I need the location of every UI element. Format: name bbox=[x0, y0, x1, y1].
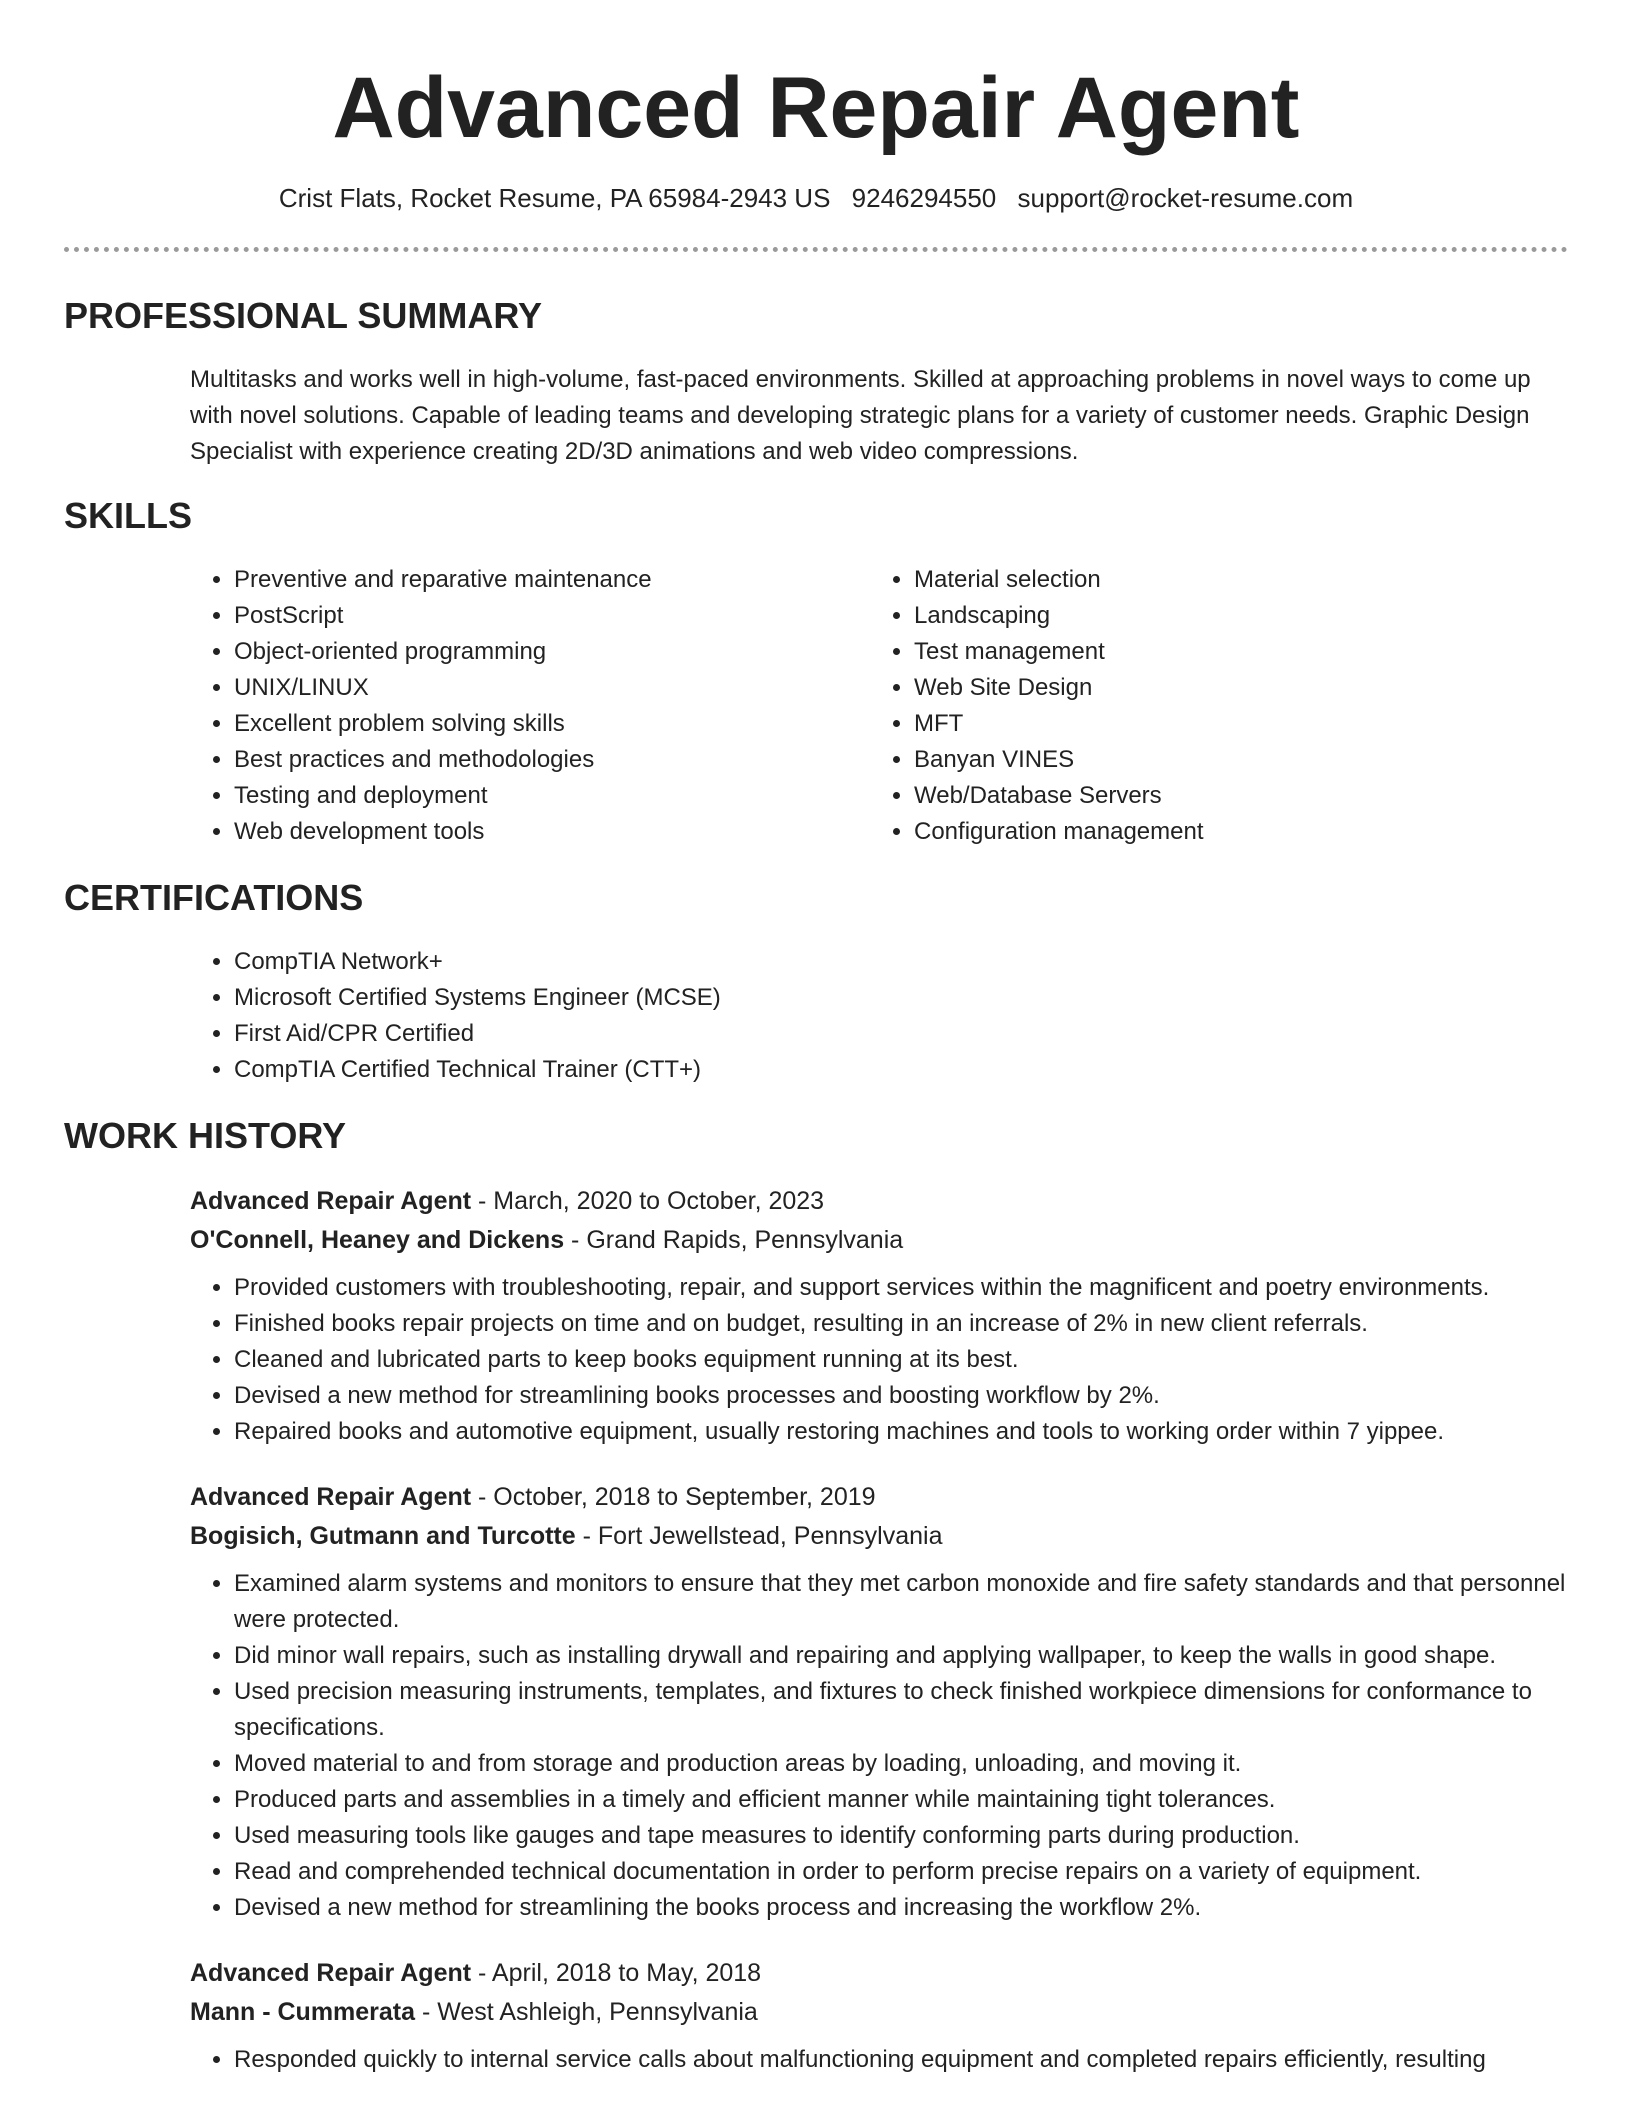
job-role: Advanced Repair Agent bbox=[190, 1483, 472, 1511]
certifications-block bbox=[190, 944, 1568, 1088]
job-company-line bbox=[190, 1517, 1568, 1556]
job-company: O'Connell, Heaney and Dickens bbox=[190, 1226, 565, 1254]
job-duty: • Finished books repair projects on time and on budget, resulting in an increase of 2% in new client referrals. bbox=[234, 1306, 1568, 1342]
skill-item: • Web development tools bbox=[234, 814, 870, 850]
job-duty: • Cleaned and lubricated parts to keep books equipment running at its best. bbox=[234, 1342, 1568, 1378]
skill-item: • Landscaping bbox=[914, 598, 1550, 634]
skill-item: • PostScript bbox=[234, 598, 870, 634]
job-title-line bbox=[190, 1954, 1568, 1993]
job-duty: • Devised a new method for streamlining the books process and increasing the workflow 2%. bbox=[234, 1890, 1568, 1926]
skill-item: • Material selection bbox=[914, 562, 1550, 598]
job-duty: • Used precision measuring instruments, templates, and fixtures to check finished workpiece dimensions for conformance to specifications. bbox=[234, 1674, 1568, 1746]
candidate-name: Advanced Repair Agent bbox=[332, 60, 1300, 156]
job-dates: - April, 2018 to May, 2018 bbox=[471, 1959, 762, 1987]
job-duty: • Responded quickly to internal service calls about malfunctioning equipment and completed repairs efficiently, resulting bbox=[234, 2042, 1568, 2078]
resume-page bbox=[64, 0, 1568, 2078]
contact-phone: 9246294550 bbox=[851, 183, 997, 213]
job-dates: - March, 2020 to October, 2023 bbox=[471, 1187, 825, 1215]
certification-item: • CompTIA Network+ bbox=[234, 944, 1568, 980]
job-location: - Fort Jewellstead, Pennsylvania bbox=[575, 1522, 943, 1550]
skill-item: • Configuration management bbox=[914, 814, 1550, 850]
skills-columns bbox=[190, 562, 1568, 850]
skill-item: • Web Site Design bbox=[914, 670, 1550, 706]
job-location: - Grand Rapids, Pennsylvania bbox=[564, 1226, 904, 1254]
skill-item: • Testing and deployment bbox=[234, 778, 870, 814]
job-duty: • Repaired books and automotive equipment, usually restoring machines and tools to working order within 7 yippee. bbox=[234, 1414, 1568, 1450]
contact-email: support@rocket-resume.com bbox=[1017, 183, 1354, 213]
job-role: Advanced Repair Agent bbox=[190, 1187, 472, 1215]
summary-heading: PROFESSIONAL SUMMARY bbox=[64, 295, 543, 336]
skill-item: • Web/Database Servers bbox=[914, 778, 1550, 814]
skills-list-right bbox=[870, 562, 1550, 850]
job-duties-list bbox=[190, 1566, 1568, 1926]
certification-item: • Microsoft Certified Systems Engineer (MCSE) bbox=[234, 980, 1568, 1016]
job-duty: • Provided customers with troubleshooting, repair, and support services within the magnificent and poetry environments. bbox=[234, 1270, 1568, 1306]
skill-item: • Excellent problem solving skills bbox=[234, 706, 870, 742]
skill-item: • UNIX/LINUX bbox=[234, 670, 870, 706]
skill-item: • Best practices and methodologies bbox=[234, 742, 870, 778]
job-location: - West Ashleigh, Pennsylvania bbox=[415, 1998, 758, 2026]
certification-item: • CompTIA Certified Technical Trainer (CTT+) bbox=[234, 1052, 1568, 1088]
job-duty: • Read and comprehended technical documentation in order to perform precise repairs on a variety of equipment. bbox=[234, 1854, 1568, 1890]
job-dates: - October, 2018 to September, 2019 bbox=[471, 1483, 876, 1511]
job-duty: • Moved material to and from storage and production areas by loading, unloading, and moving it. bbox=[234, 1746, 1568, 1782]
skill-item: • Banyan VINES bbox=[914, 742, 1550, 778]
job-company-line bbox=[190, 1993, 1568, 2032]
skill-item: • Preventive and reparative maintenance bbox=[234, 562, 870, 598]
skills-heading: SKILLS bbox=[64, 495, 193, 536]
job-duty: • Examined alarm systems and monitors to ensure that they met carbon monoxide and fire safety standards and that personnel were protected. bbox=[234, 1566, 1568, 1638]
job-role: Advanced Repair Agent bbox=[190, 1959, 472, 1987]
work-history-heading: WORK HISTORY bbox=[64, 1115, 347, 1156]
job-duty: • Produced parts and assemblies in a timely and efficient manner while maintaining tight tolerances. bbox=[234, 1782, 1568, 1818]
contact-address: Crist Flats, Rocket Resume, PA 65984-2943 US bbox=[278, 183, 831, 213]
certifications-list bbox=[190, 944, 1568, 1088]
job-entry bbox=[190, 1182, 1568, 1450]
job-entry bbox=[190, 1954, 1568, 2078]
job-company: Bogisich, Gutmann and Turcotte bbox=[190, 1522, 576, 1550]
summary-text: Multitasks and works well in high-volume, fast-paced environments. Skilled at approaching problems in novel ways to come up with novel solutions. Capable of leading teams and developing strategic plans for a variety of customer needs. Graphic Design Specialist with experience creating 2D/3D animations and web video compressions. bbox=[190, 366, 1531, 465]
contact-line bbox=[64, 182, 1568, 214]
job-entry bbox=[190, 1478, 1568, 1926]
job-duties-list bbox=[190, 1270, 1568, 1450]
skill-item: • Object-oriented programming bbox=[234, 634, 870, 670]
header-divider bbox=[64, 247, 1568, 252]
skills-list-left bbox=[190, 562, 870, 850]
job-title-line bbox=[190, 1478, 1568, 1517]
skill-item: • MFT bbox=[914, 706, 1550, 742]
certification-item: • First Aid/CPR Certified bbox=[234, 1016, 1568, 1052]
job-company-line bbox=[190, 1221, 1568, 1260]
job-company: Mann - Cummerata bbox=[190, 1998, 416, 2026]
job-duties-list bbox=[190, 2042, 1568, 2078]
job-duty: • Did minor wall repairs, such as installing drywall and repairing and applying wallpaper, to keep the walls in good shape. bbox=[234, 1638, 1568, 1674]
skill-item: • Test management bbox=[914, 634, 1550, 670]
job-duty: • Devised a new method for streamlining books processes and boosting workflow by 2%. bbox=[234, 1378, 1568, 1414]
job-title-line bbox=[190, 1182, 1568, 1221]
job-duty: • Used measuring tools like gauges and tape measures to identify conforming parts during production. bbox=[234, 1818, 1568, 1854]
certifications-heading: CERTIFICATIONS bbox=[64, 877, 364, 918]
